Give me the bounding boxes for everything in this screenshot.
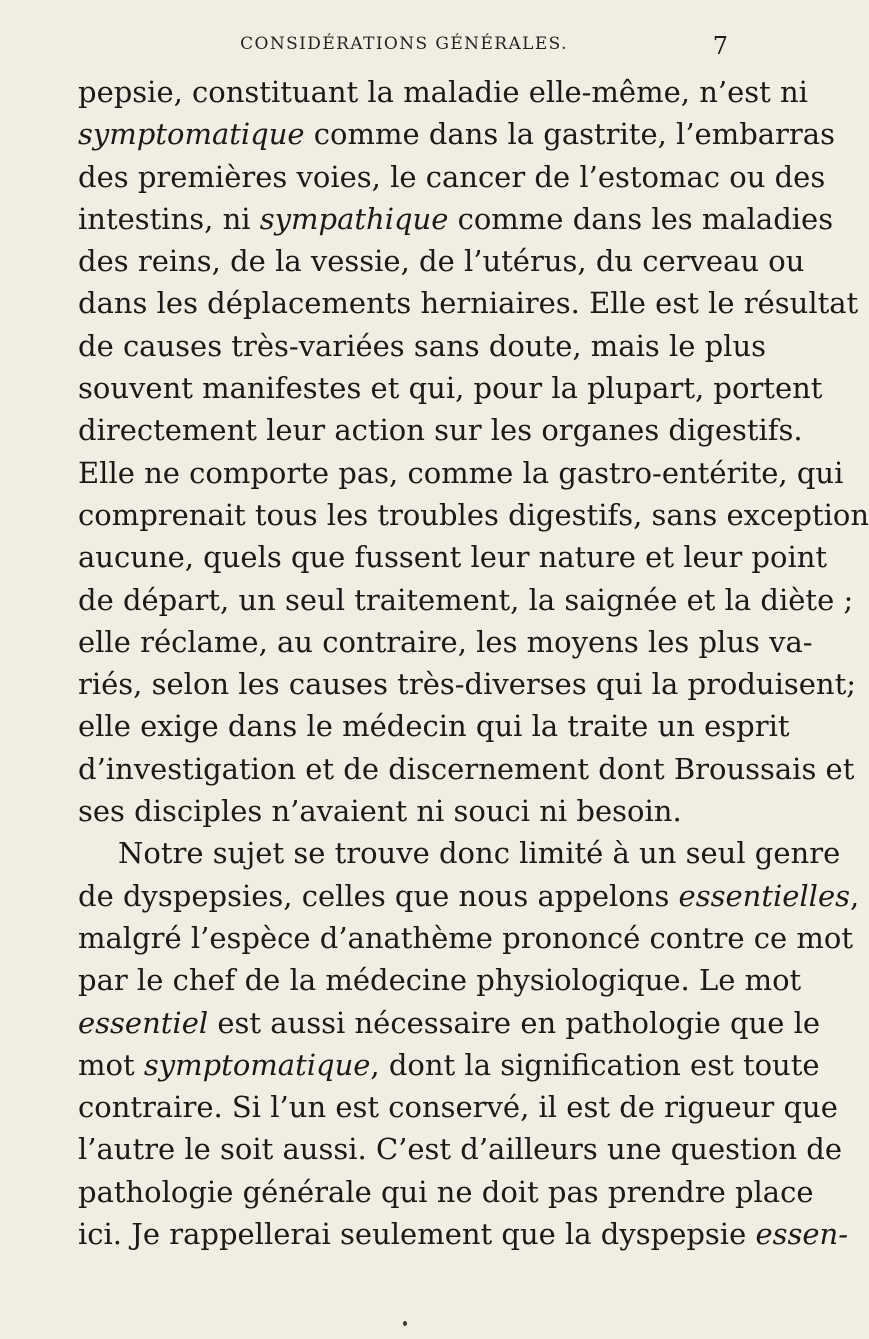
text-segment: de départ, un seul traitement, la saignée et la diète ;: [78, 582, 854, 617]
text-line: [78, 409, 803, 451]
text-segment: malgré l’espèce d’anathème prononcé contre ce mot: [78, 920, 853, 955]
italic-term: symptomatique: [78, 117, 305, 152]
text-segment: pathologie générale qui ne doit pas prendre place: [78, 1174, 814, 1209]
running-title: CONSIDÉRATIONS GÉNÉRALES.: [240, 34, 568, 54]
text-line: [78, 1213, 849, 1255]
text-segment: contraire. Si l’un est conservé, il est de rigueur que: [78, 1090, 838, 1125]
text-line: [78, 621, 813, 663]
text-segment: ,: [850, 878, 860, 913]
text-line: [78, 156, 826, 198]
text-line: [78, 579, 854, 621]
text-segment: comprenait tous les troubles digestifs, sans exception: [78, 497, 869, 532]
text-line: [78, 113, 835, 155]
text-segment: est aussi nécessaire en pathologie que le: [208, 1005, 821, 1040]
text-line: [78, 452, 844, 494]
text-segment: pepsie, constituant la maladie elle-même, n’est ni: [78, 75, 808, 109]
text-line: [78, 71, 808, 113]
running-head: [80, 34, 728, 60]
text-line: [78, 663, 857, 705]
text-segment: l’autre le soit aussi. C’est d’ailleurs une question de: [78, 1132, 842, 1167]
text-line: [78, 1086, 838, 1128]
italic-term: symptomatique: [143, 1047, 371, 1082]
italic-term: essentielles: [678, 878, 850, 913]
text-segment: riés, selon les causes très-diverses qui la produisent;: [78, 667, 857, 702]
text-segment: souvent manifestes et qui, pour la plupart, portent: [78, 371, 823, 406]
text-line: [78, 1128, 842, 1170]
text-segment: Elle ne comporte pas, comme la gastro-entérite, qui: [78, 455, 844, 490]
text-segment: aucune, quels que fussent leur nature et leur point: [78, 540, 828, 575]
text-segment: , dont la signification est toute: [370, 1047, 820, 1082]
text-line: [78, 917, 853, 959]
text-segment: elle exige dans le médecin qui la traite un esprit: [78, 709, 790, 744]
text-line: [78, 282, 859, 324]
text-segment: de dyspepsies, celles que nous appelons: [78, 878, 679, 913]
text-line: [78, 198, 834, 240]
text-line: [78, 1002, 821, 1044]
text-line: [78, 705, 790, 747]
text-segment: Notre sujet se trouve donc limité à un seul genre: [118, 836, 841, 871]
text-segment: comme dans les maladies: [448, 201, 834, 236]
text-segment: directement leur action sur les organes digestifs.: [78, 413, 803, 448]
text-line: [78, 1044, 820, 1086]
text-line: [78, 325, 767, 367]
text-segment: dans les déplacements herniaires. Elle est le résultat: [78, 286, 859, 321]
ink-speck: [403, 1321, 407, 1326]
text-segment: ses disciples n’avaient ni souci ni besoin.: [78, 794, 682, 829]
text-segment: ici. Je rappellerai seulement que la dyspepsie: [78, 1217, 756, 1252]
italic-term: essen-: [755, 1217, 849, 1252]
text-segment: mot: [78, 1047, 144, 1082]
text-segment: intestins, ni: [78, 201, 260, 236]
italic-term: essentiel: [78, 1005, 209, 1040]
text-segment: des reins, de la vessie, de l’utérus, du cerveau ou: [78, 244, 805, 279]
text-line: [78, 240, 805, 282]
text-segment: comme dans la gastrite, l’embarras: [304, 117, 835, 152]
text-line: [78, 536, 828, 578]
text-line: [78, 832, 841, 874]
text-line: [78, 1171, 814, 1213]
body-text: [78, 71, 869, 1255]
text-segment: des premières voies, le cancer de l’estomac ou des: [78, 159, 826, 194]
text-line: [78, 748, 855, 790]
text-segment: de causes très-variées sans doute, mais le plus: [78, 328, 767, 363]
text-segment: elle réclame, au contraire, les moyens les plus va-: [78, 624, 813, 659]
text-line: [78, 875, 860, 917]
text-segment: par le chef de la médecine physiologique. Le mot: [78, 963, 802, 998]
text-line: [78, 790, 738, 832]
text-segment: d’investigation et de discernement dont Broussais et: [78, 751, 855, 786]
text-line: [78, 367, 823, 409]
text-line: [78, 494, 869, 536]
page-number: 7: [712, 32, 728, 60]
text-line: [78, 959, 802, 1001]
italic-term: sympathique: [259, 201, 449, 236]
